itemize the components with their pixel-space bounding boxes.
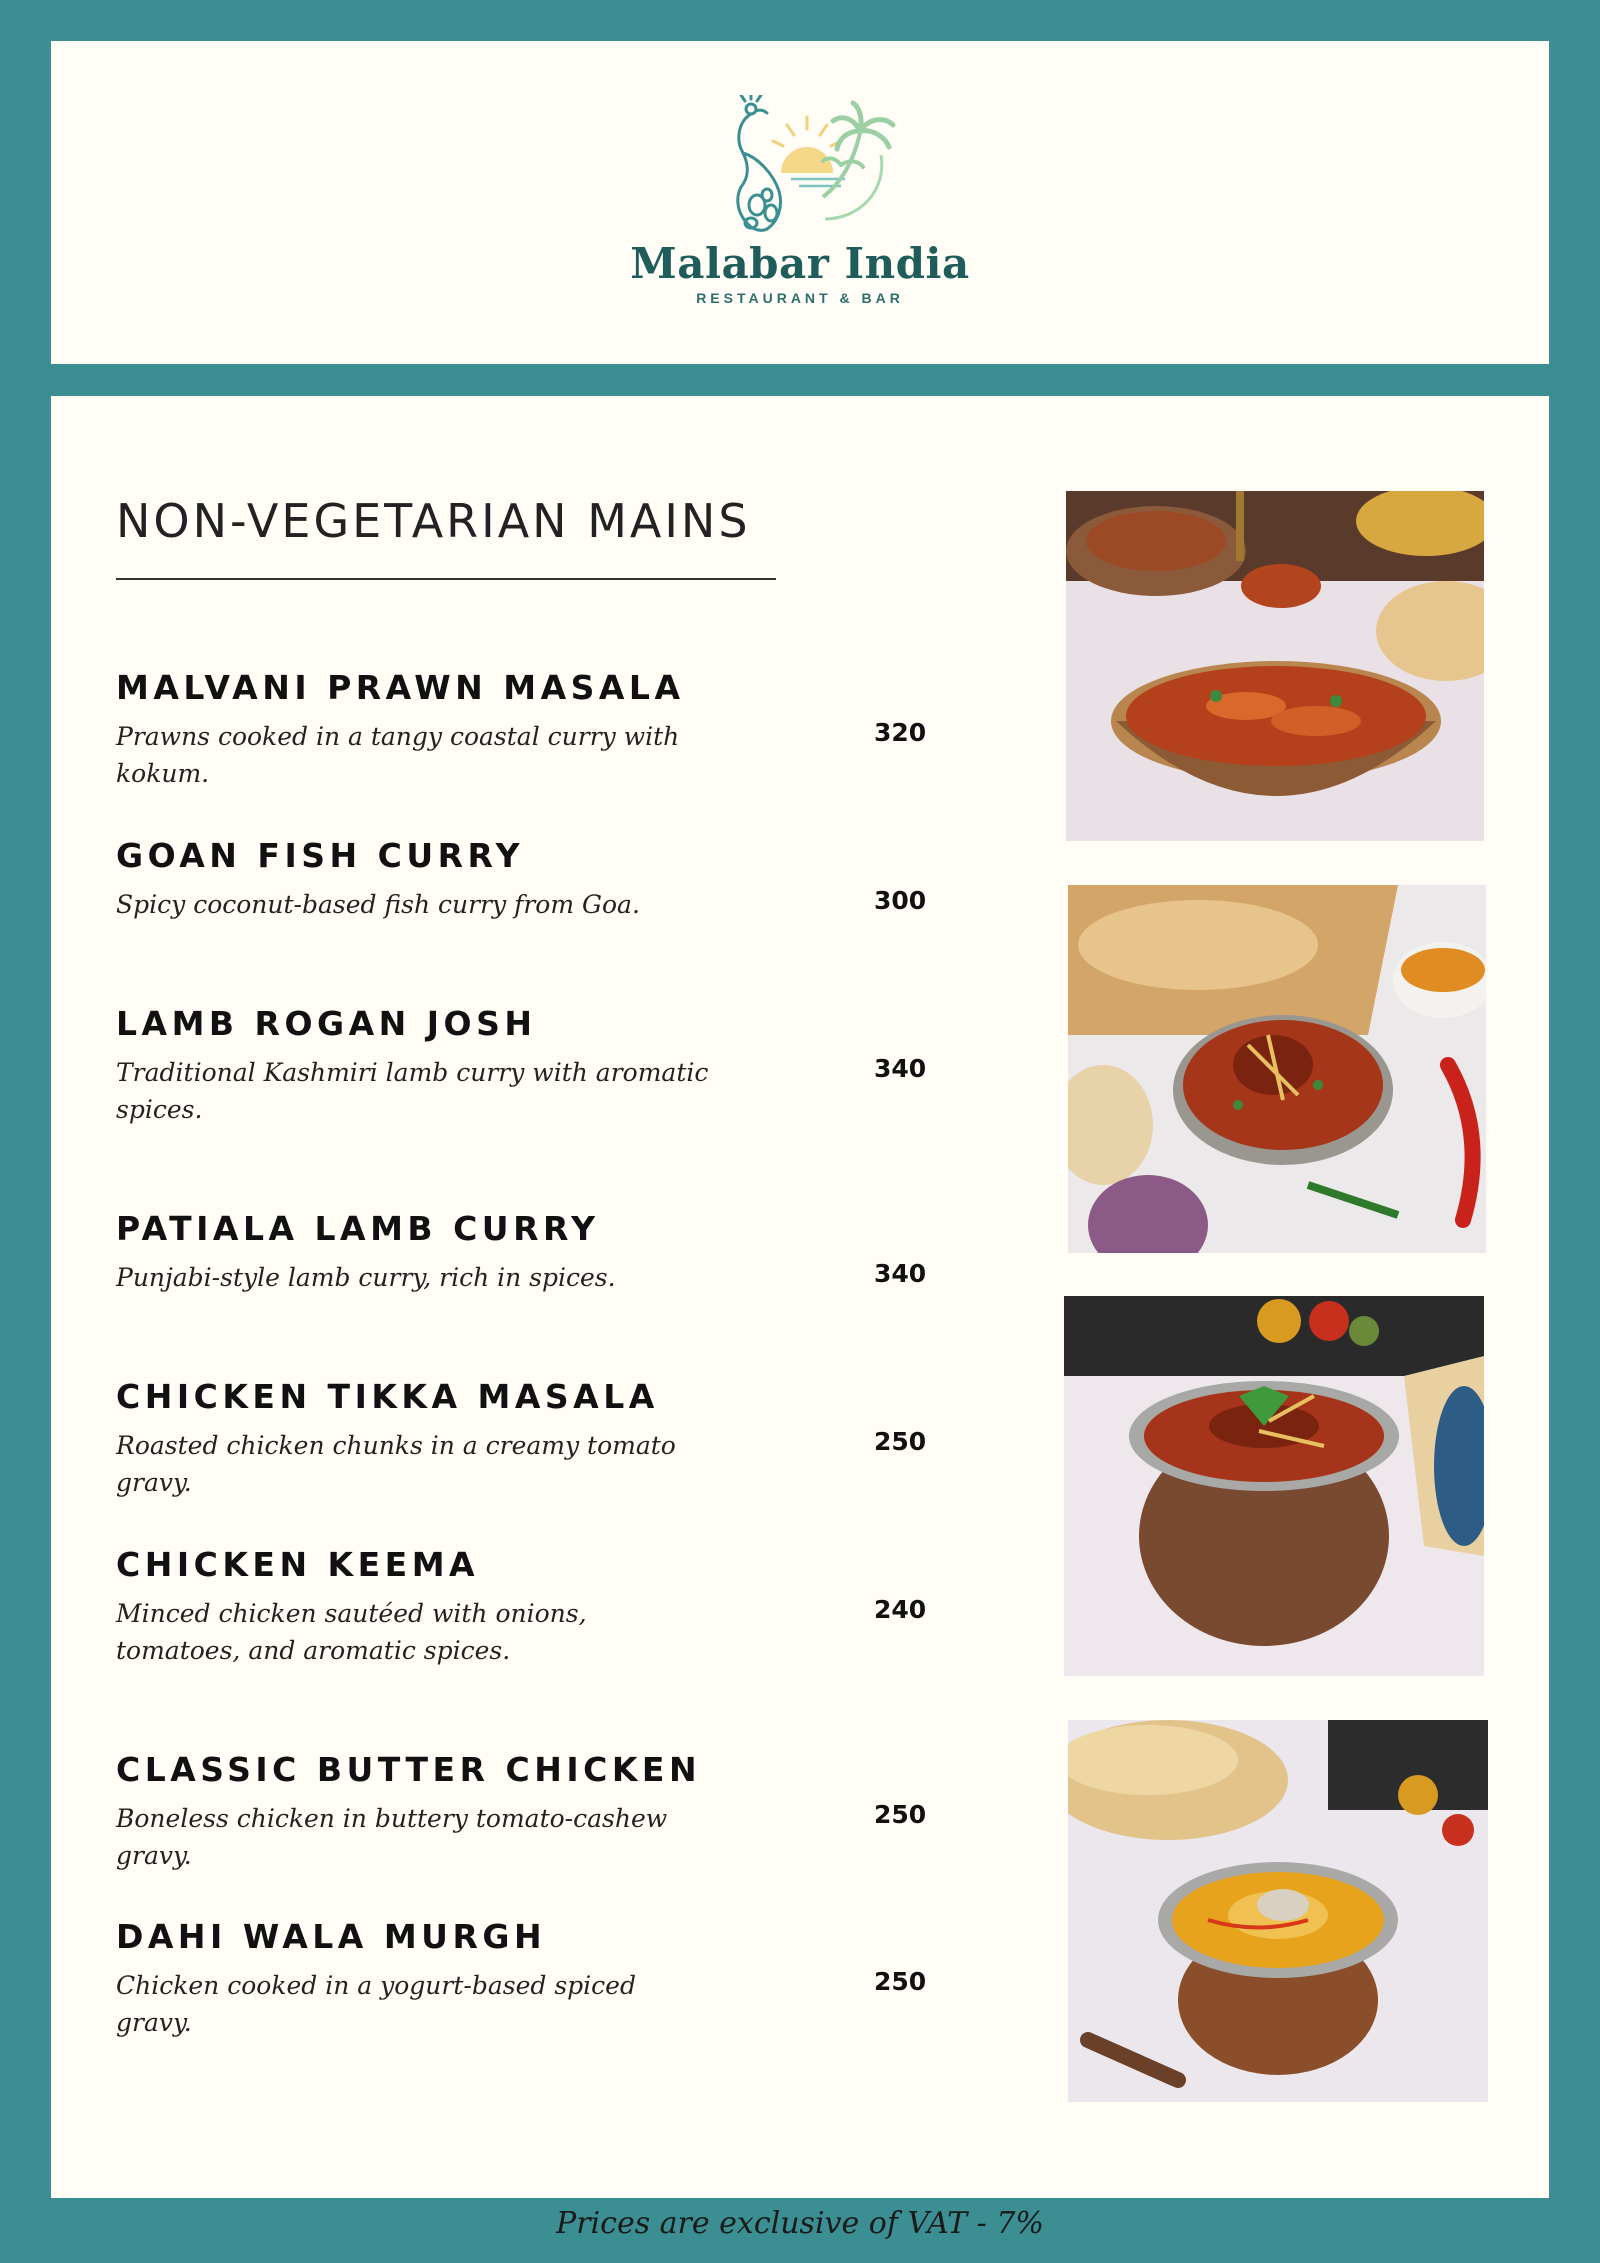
food-photo-prawn-curry — [1066, 491, 1484, 841]
restaurant-logo — [51, 95, 1549, 306]
item-description: Traditional Kashmiri lamb curry with aromatic spices. — [116, 1058, 709, 1124]
item-price: 240 — [874, 1595, 927, 1624]
item-description: Chicken cooked in a yogurt-based spiced gravy. — [116, 1971, 636, 2037]
item-description: Spicy coconut-based fish curry from Goa. — [116, 890, 640, 919]
item-name: CHICKEN TIKKA MASALA — [116, 1377, 659, 1416]
food-photo-fish-curry — [1068, 885, 1486, 1253]
item-description: Boneless chicken in buttery tomato-cashew gravy. — [116, 1804, 668, 1870]
item-price: 250 — [874, 1427, 927, 1456]
item-name: CLASSIC BUTTER CHICKEN — [116, 1750, 702, 1789]
menu-panel — [51, 396, 1549, 2198]
brand-name: Malabar India — [630, 239, 970, 288]
item-price: 340 — [874, 1054, 927, 1083]
item-price: 320 — [874, 718, 927, 747]
item-name: LAMB ROGAN JOSH — [116, 1004, 537, 1043]
item-name: GOAN FISH CURRY — [116, 836, 525, 875]
item-description: Punjabi-style lamb curry, rich in spices. — [116, 1263, 616, 1292]
item-description: Prawns cooked in a tangy coastal curry with kokum. — [116, 722, 680, 788]
item-name: PATIALA LAMB CURRY — [116, 1209, 600, 1248]
item-price: 250 — [874, 1800, 927, 1829]
item-name: MALVANI PRAWN MASALA — [116, 668, 685, 707]
item-price: 250 — [874, 1967, 927, 1996]
item-name: DAHI WALA MURGH — [116, 1917, 547, 1956]
item-description: Minced chicken sautéed with onions, tomatoes, and aromatic spices. — [116, 1599, 587, 1665]
title-divider — [116, 578, 776, 580]
header-panel — [51, 41, 1549, 364]
item-description: Roasted chicken chunks in a creamy tomato gravy. — [116, 1431, 676, 1497]
item-name: CHICKEN KEEMA — [116, 1545, 480, 1584]
item-price: 340 — [874, 1259, 927, 1288]
brand-tagline: RESTAURANT & BAR — [696, 290, 904, 306]
food-photo-butter-chicken — [1068, 1720, 1488, 2102]
item-price: 300 — [874, 886, 927, 915]
price-note: Prices are exclusive of VAT - 7% — [556, 2206, 1044, 2241]
section-title: NON-VEGETARIAN MAINS — [116, 494, 751, 548]
peacock-sunset-icon — [695, 95, 905, 235]
food-photo-tikka-masala — [1064, 1296, 1484, 1676]
